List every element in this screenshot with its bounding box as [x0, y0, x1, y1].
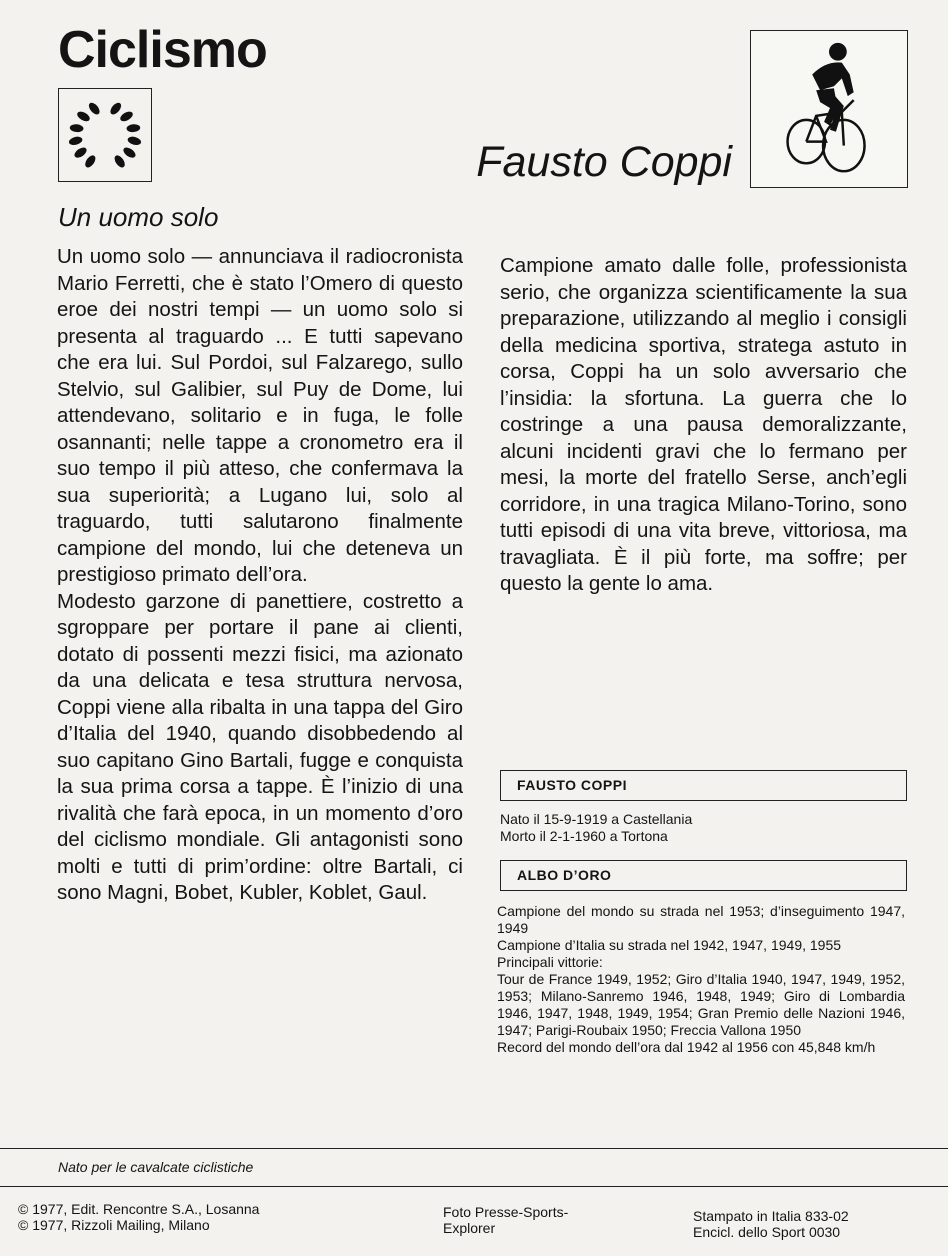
article-paragraph: Modesto garzone di panettiere, costretto a sgroppare per portare il pane ai clienti, dotato di possenti mezzi fisici, ma azionato da una delicata e tesa struttura nervosa, Coppi viene alla ribalta in una tappa del Giro d’Italia del 1940, quando disobbedendo al suo capitano Gino Bartali, fugge e conquista la sua prima corsa a tappe. È l’inizio di una rivalità che farà epoca, in un momento d’oro del ciclismo mondiale. Gli antagonisti sono molti e tutti di prim’ordine: oltre Bartali, ci sono Magni, Bobet, Kubler, Koblet, Gaul.	[57, 589, 463, 904]
footer-photo-credit	[443, 1204, 568, 1236]
victories-label: Principali vittorie:	[497, 954, 603, 970]
birth-line: Nato il 15-9-1919 a Castellania	[500, 811, 693, 827]
photo-credit-line: Foto Presse-Sports-	[443, 1204, 569, 1220]
profile-details	[500, 811, 800, 845]
honour-world-champion: Campione del mondo su strada nel 1953; d’inseguimento 1947, 1949	[497, 903, 905, 936]
footer-print-info	[693, 1208, 849, 1240]
athlete-name: Fausto Coppi	[476, 138, 732, 186]
print-line: Encicl. dello Sport 0030	[693, 1224, 841, 1240]
article-column-right	[500, 253, 907, 598]
profile-heading: FAUSTO COPPI	[500, 770, 907, 801]
footer-copyright	[18, 1201, 259, 1233]
laurel-wreath-icon	[58, 88, 152, 182]
death-line: Morto il 2-1-1960 a Tortona	[500, 828, 668, 844]
photo-caption: Nato per le cavalcate ciclistiche	[58, 1159, 254, 1175]
cyclist-illustration	[750, 30, 908, 188]
article-subtitle: Un uomo solo	[58, 202, 219, 232]
copyright-line: © 1977, Rizzoli Mailing, Milano	[18, 1217, 210, 1233]
article-paragraph: Campione amato dalle folle, professionista serio, che organizza scientificamente la sua preparazione, utilizzando al meglio i consigli della medicina sportiva, stratega astuto in corsa, Coppi ha un solo avversario che l’insidia: la sfortuna. La guerra che lo costringe a una pausa demoralizzante, alcuni incidenti gravi che lo fermano per mesi, la morte del fratello Serse, anch’egli corridore, in una tragica Milano-Torino, sono tutti episodi di una vita breve, vittoriosa, ma travagliata. È il più forte, ma soffre; per questo la gente lo ama.	[500, 254, 907, 595]
article-column-left	[57, 244, 463, 907]
print-line: Stampato in Italia 833-02	[693, 1208, 849, 1224]
copyright-line: © 1977, Edit. Rencontre S.A., Losanna	[18, 1201, 260, 1217]
article-paragraph: Un uomo solo — annunciava il radiocronista Mario Ferretti, che è stato l’Omero di questo eroe dei nostri tempi — un uomo solo si presenta al traguardo ... E tutti sapevano che era lui. Sul Pordoi, sul Falzarego, sullo Stelvio, sul Galibier, sul Puy de Dome, lui attendevano, solitario e in fuga, le folle osannanti; nelle tappe a cronometro era il suo tempo il più atteso, che confermava la sua superiorità; a Lugano lui, solo al traguardo, tutti salutarono finalmente campione del mondo, lui che deteneva un prestigioso primato dell’ora.	[57, 245, 463, 586]
category-title: Ciclismo	[58, 21, 267, 79]
honour-victories: Tour de France 1949, 1952; Giro d’Italia 1940, 1947, 1949, 1952, 1953; Milano-Sanremo 1946, 1948, 1949; Giro di Lombardia 1946, 1947, 1948, 1949, 1954; Gran Premio delle Nazioni 1946, 1947; Parigi-Roubaix 1950; Freccia Vallona 1950	[497, 971, 905, 1038]
honours-heading: ALBO D’ORO	[500, 860, 907, 891]
honour-italian-champion: Campione d’Italia su strada nel 1942, 1947, 1949, 1955	[497, 937, 842, 953]
divider	[0, 1186, 948, 1187]
honours-list	[497, 903, 905, 1056]
honour-hour-record: Record del mondo dell’ora dal 1942 al 1956 con 45,848 km/h	[497, 1039, 876, 1055]
photo-credit-line: Explorer	[443, 1220, 496, 1236]
divider	[0, 1148, 948, 1149]
